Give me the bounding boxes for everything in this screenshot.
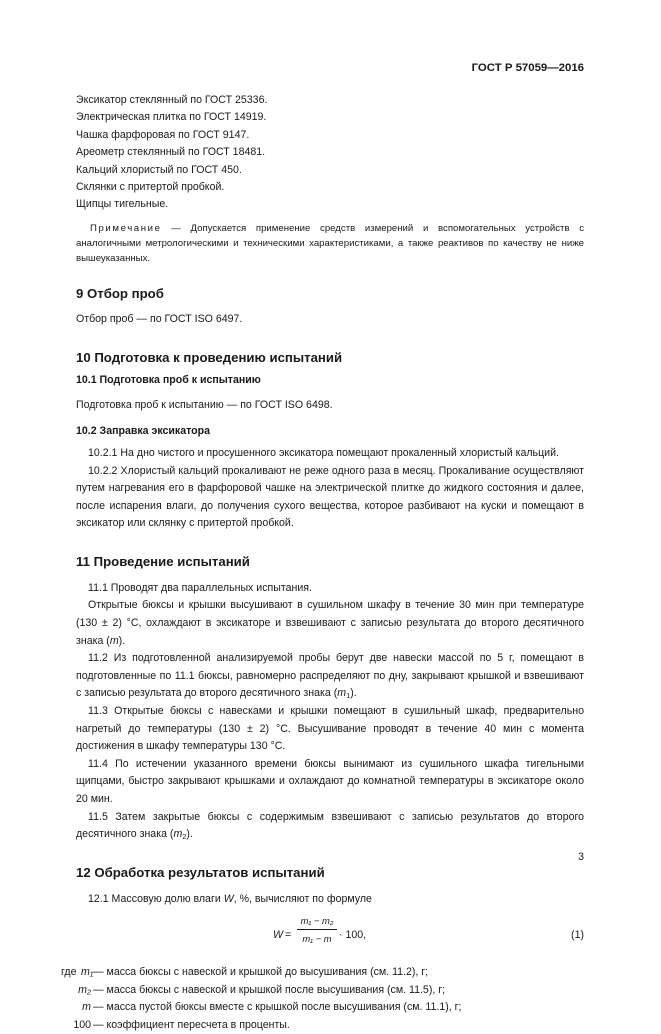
section-11-title: 11 Проведение испытаний bbox=[76, 553, 250, 569]
paragraph-11-4: 11.4 По истечении указанного времени бюксы вынимают из сушильного шкафа тигельными щипцами, быстро закрывают крышками и охлаждают до комнатной температуры в эксикаторе около 20 мин. bbox=[76, 757, 584, 806]
where-label: где bbox=[61, 966, 77, 979]
definition-row bbox=[61, 999, 584, 1016]
paragraph-11-1: 11.1 Проводят два параллельных испытания. bbox=[88, 581, 312, 594]
subsection-10-2-title: 10.2 Заправка эксикатора bbox=[76, 424, 210, 437]
paragraph-12-1: 12.1 Массовую долю влаги W, %, вычисляют по формуле bbox=[88, 892, 372, 905]
definition-symbol: m bbox=[82, 1001, 91, 1014]
formula-denominator: m₁ − m bbox=[302, 933, 332, 945]
equipment-item: Чашка фарфоровая по ГОСТ 9147. bbox=[76, 128, 250, 141]
fraction-bar bbox=[297, 929, 337, 930]
section-12-title: 12 Обработка результатов испытаний bbox=[76, 864, 325, 880]
definition-text: — коэффициент пересчета в проценты. bbox=[93, 1018, 290, 1031]
section-9-title: 9 Отбор проб bbox=[76, 285, 164, 301]
formula-number: (1) bbox=[571, 929, 584, 942]
definition-symbol: m₂ bbox=[78, 983, 91, 996]
section-9-text: Отбор проб — по ГОСТ ISO 6497. bbox=[76, 312, 243, 325]
note-label: Примечание bbox=[90, 222, 162, 234]
note-text: — Допускается применение средств измерений и вспомогательных устройств с аналогичными метрологическими и техническими характеристиками, а также реактивов по качеству не ниже вышеуказанных. bbox=[76, 222, 584, 264]
subsection-10-1-text: Подготовка проб к испытанию — по ГОСТ ISO 6498. bbox=[76, 399, 333, 412]
subsection-10-1-title: 10.1 Подготовка проб к испытанию bbox=[76, 374, 261, 387]
equipment-item: Эксикатор стеклянный по ГОСТ 25336. bbox=[76, 94, 268, 106]
definition-text: — масса пустой бюксы вместе с крышкой после высушивания (см. 11.1), г; bbox=[93, 1001, 462, 1014]
equipment-item: Склянки с притертой пробкой. bbox=[76, 180, 225, 193]
paragraph-10-2-2: 10.2.2 Хлористый кальций прокаливают не реже одного раза в месяц. Прокаливание осуществляют путем нагревания его в фарфоровой чашке на электрической плитке до жидкого состояния и далее, после испарения влаги, до получения сухого вещества, которое разбивают на куски и помещают в эксикатор или склянку с притертой пробкой. bbox=[76, 464, 584, 530]
formula-multiplier: · 100, bbox=[339, 929, 367, 942]
definition-row bbox=[61, 1017, 584, 1034]
page-content bbox=[61, 92, 584, 1034]
paragraph-11-2: 11.2 Из подготовленной анализируемой пробы берут две навески массой по 5 г, помещают в подготовленные по 11.1 бюксы, равномерно распределяют по дну, закрывают крышкой и взвешивают с записью результата до второго десятичного знака $(m_1)$. bbox=[76, 652, 584, 701]
variable-definitions bbox=[61, 964, 584, 1034]
note bbox=[76, 221, 584, 266]
formula-lhs: W bbox=[273, 929, 283, 942]
definition-text: — масса бюксы с навеской и крышкой после высушивания (см. 11.5), г; bbox=[93, 983, 446, 996]
definition-symbol: m₁ bbox=[81, 966, 94, 979]
paragraph-11-5: 11.5 Затем закрытые бюксы с содержимым взвешивают с записью результатов до второго десятичного знака $(m_2)$. bbox=[76, 810, 584, 842]
definition-row bbox=[61, 982, 584, 999]
paragraph-11-1-cont: Открытые бюксы и крышки высушивают в сушильном шкафу в течение 30 мин при температуре (130 ± 2) °С, охлаждают в эксикаторе и взвешивают с записью результата до второго десятичного знака (m). bbox=[76, 599, 584, 647]
paragraph-11-3: 11.3 Открытые бюксы с навесками и крышки помещают в сушильный шкаф, предварительно нагретый до температуры (130 ± 2) °С. Высушивание проводят в течение 40 мин с момента достижения в шкафу температуры 130 °С. bbox=[76, 705, 584, 753]
equipment-item: Кальций хлористый по ГОСТ 450. bbox=[76, 163, 242, 176]
definition-text: — масса бюксы с навеской и крышкой до высушивания (см. 11.2), г; bbox=[93, 966, 429, 979]
document-code: ГОСТ Р 57059—2016 bbox=[471, 62, 584, 74]
formula-fraction bbox=[297, 914, 337, 946]
equipment-item: Электрическая плитка по ГОСТ 14919. bbox=[76, 111, 267, 124]
moisture-formula bbox=[76, 914, 584, 958]
formula-equals: = bbox=[285, 929, 292, 942]
equipment-list bbox=[76, 92, 584, 214]
equipment-item: Ареометр стеклянный по ГОСТ 18481. bbox=[76, 146, 266, 159]
definition-symbol: 100 bbox=[73, 1018, 91, 1031]
page-number: 3 bbox=[578, 851, 584, 863]
definition-row bbox=[61, 964, 584, 981]
section-10-title: 10 Подготовка к проведению испытаний bbox=[76, 350, 343, 366]
formula-numerator: m₁ − m₂ bbox=[300, 915, 334, 927]
equipment-item: Щипцы тигельные. bbox=[76, 198, 169, 211]
paragraph-10-2-1: 10.2.1 На дно чистого и просушенного эксикатора помещают прокаленный хлористый кальций. bbox=[88, 446, 559, 459]
